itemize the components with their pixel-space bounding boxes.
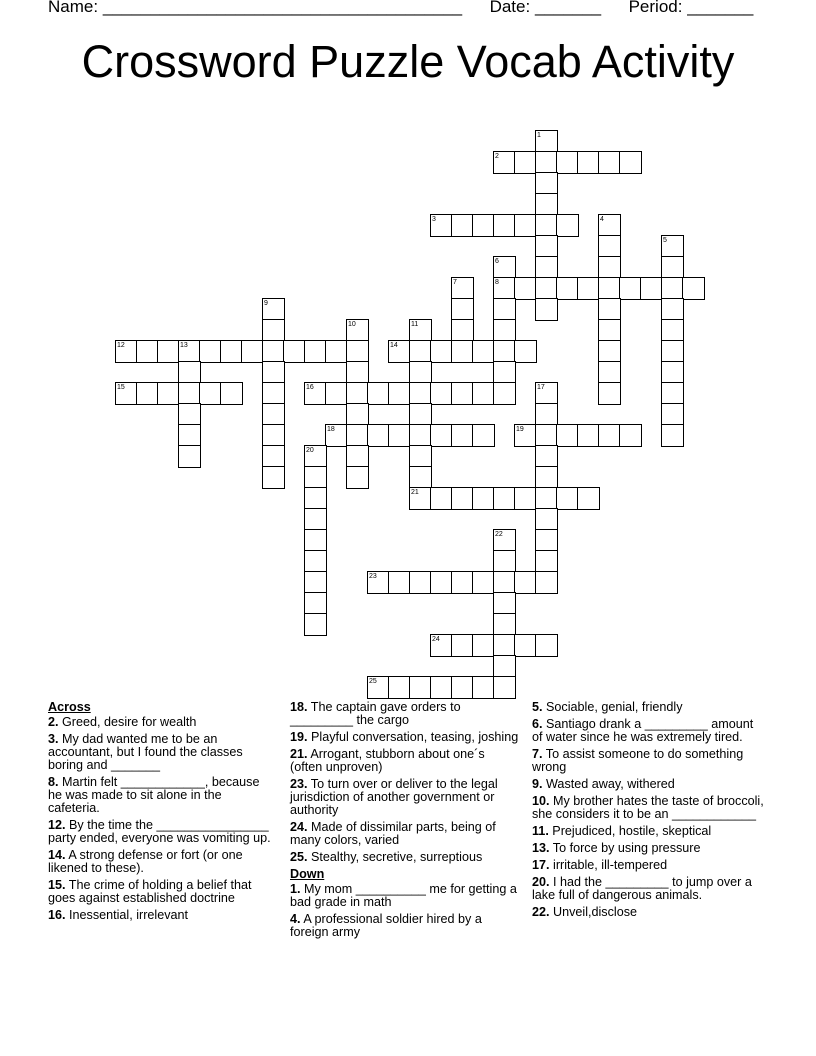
clue-number: 21 (411, 489, 419, 496)
grid-cell[interactable] (493, 382, 516, 405)
clue-item (290, 701, 520, 727)
grid-cell[interactable] (346, 340, 369, 363)
period-label: Period: (628, 0, 683, 16)
grid-cell[interactable] (409, 466, 432, 489)
grid-cell[interactable] (430, 340, 453, 363)
grid-cell[interactable] (430, 424, 453, 447)
clue-item-text: Made of dissimilar parts, being of many colors, varied (290, 820, 496, 847)
grid-cell[interactable] (262, 424, 285, 447)
clue-number: 14 (390, 342, 398, 349)
name-label: Name: (48, 0, 99, 16)
clue-number: 3 (432, 216, 436, 223)
grid-cell[interactable] (535, 277, 558, 300)
grid-cell[interactable] (493, 592, 516, 615)
grid-cell[interactable] (199, 340, 222, 363)
grid-cell[interactable] (598, 319, 621, 342)
clue-item-text: A professional soldier hired by a foreign army (290, 912, 482, 939)
clue-number: 20 (306, 447, 314, 454)
clue-item-text: Martin felt ____________, because he was made to sit alone in the cafeteria. (48, 775, 260, 815)
clue-item (532, 906, 767, 919)
grid-cell[interactable] (262, 340, 285, 363)
grid-cell[interactable] (346, 361, 369, 384)
grid-cell[interactable] (304, 508, 327, 531)
clue-item-text: Unveil,disclose (549, 905, 638, 919)
grid-cell[interactable] (262, 466, 285, 489)
clue-number: 4 (600, 216, 604, 223)
clue-item (532, 842, 767, 855)
grid-cell[interactable] (556, 151, 579, 174)
grid-cell[interactable] (409, 361, 432, 384)
grid-cell[interactable] (598, 214, 621, 237)
clue-number: 19 (516, 426, 524, 433)
clue-item (48, 716, 273, 729)
grid-cell[interactable] (430, 571, 453, 594)
grid-cell[interactable] (493, 634, 516, 657)
grid-cell[interactable] (493, 277, 516, 300)
clue-number: 13 (180, 342, 188, 349)
grid-cell[interactable] (388, 382, 411, 405)
grid-cell[interactable] (598, 382, 621, 405)
clue-item-text: Playful conversation, teasing, joshing (307, 730, 519, 744)
grid-cell[interactable] (535, 424, 558, 447)
grid-cell[interactable] (493, 256, 516, 279)
grid-cell[interactable] (451, 298, 474, 321)
clue-item-text: My brother hates the taste of broccoli, she considers it to be an ____________ (532, 794, 764, 821)
grid-cell[interactable] (262, 298, 285, 321)
clue-item-number: 9. (532, 777, 543, 791)
clue-item-number: 22. (532, 905, 550, 919)
clue-item (532, 859, 767, 872)
grid-cell[interactable] (535, 508, 558, 531)
clue-number: 16 (306, 384, 314, 391)
clue-item-number: 6. (532, 717, 543, 731)
clue-item (290, 913, 520, 939)
grid-cell[interactable] (598, 277, 621, 300)
grid-cell[interactable] (409, 676, 432, 699)
grid-cell[interactable] (451, 487, 474, 510)
grid-cell[interactable] (535, 634, 558, 657)
grid-cell[interactable] (220, 382, 243, 405)
grid-cell[interactable] (325, 382, 348, 405)
grid-cell[interactable] (535, 403, 558, 426)
clue-number: 9 (264, 300, 268, 307)
grid-cell[interactable] (514, 151, 537, 174)
grid-cell[interactable] (556, 277, 579, 300)
clue-item-text: My mom __________ me for getting a bad grade in math (290, 882, 517, 909)
grid-cell[interactable] (220, 340, 243, 363)
grid-cell[interactable] (661, 319, 684, 342)
grid-cell[interactable] (304, 382, 327, 405)
grid-cell[interactable] (535, 487, 558, 510)
grid-cell[interactable] (157, 340, 180, 363)
grid-cell[interactable] (661, 403, 684, 426)
clue-item-number: 11. (532, 824, 549, 838)
clue-item (290, 883, 520, 909)
grid-cell[interactable] (451, 424, 474, 447)
grid-cell[interactable] (661, 298, 684, 321)
grid-cell[interactable] (535, 214, 558, 237)
grid-cell[interactable] (472, 340, 495, 363)
grid-cell[interactable] (535, 172, 558, 195)
clue-item-text: Wasted away, withered (542, 777, 675, 791)
clue-item-text: To assist someone to do something wrong (532, 747, 744, 774)
clue-item-text: Prejudiced, hostile, skeptical (548, 824, 712, 838)
grid-cell[interactable] (514, 214, 537, 237)
grid-cell[interactable] (409, 403, 432, 426)
clue-item (532, 701, 767, 714)
clue-item-number: 16. (48, 908, 66, 922)
clue-number: 2 (495, 153, 499, 160)
grid-cell[interactable] (556, 487, 579, 510)
clue-item (48, 849, 273, 875)
grid-cell[interactable] (472, 487, 495, 510)
grid-cell[interactable] (661, 256, 684, 279)
clue-item-text: By the time the ________________ party ended, everyone was vomiting up. (48, 818, 271, 845)
grid-cell[interactable] (535, 529, 558, 552)
grid-cell[interactable] (409, 424, 432, 447)
grid-cell[interactable] (409, 487, 432, 510)
grid-cell[interactable] (304, 466, 327, 489)
clue-item-text: I had the _________ to jump over a lake full of dangerous animals. (532, 875, 752, 902)
grid-cell[interactable] (514, 487, 537, 510)
clues-column-3 (532, 701, 767, 923)
clue-number: 12 (117, 342, 125, 349)
grid-cell[interactable] (535, 256, 558, 279)
grid-cell[interactable] (472, 571, 495, 594)
grid-cell[interactable] (451, 214, 474, 237)
grid-cell[interactable] (409, 445, 432, 468)
clue-item-number: 2. (48, 715, 59, 729)
grid-cell[interactable] (493, 298, 516, 321)
clue-item-text: Sociable, genial, friendly (542, 700, 683, 714)
down-heading: Down (290, 867, 325, 881)
grid-cell[interactable] (367, 382, 390, 405)
clue-item-text: Stealthy, secretive, surreptious (307, 850, 483, 864)
grid-cell[interactable] (535, 193, 558, 216)
grid-cell[interactable] (346, 319, 369, 342)
clue-item (532, 778, 767, 791)
grid-cell[interactable] (136, 340, 159, 363)
clue-item-text: To turn over or deliver to the legal jurisdiction of another government or authority (290, 777, 498, 817)
clue-item (48, 776, 273, 815)
grid-cell[interactable] (451, 676, 474, 699)
grid-cell[interactable] (472, 214, 495, 237)
grid-cell[interactable] (388, 340, 411, 363)
grid-cell[interactable] (577, 277, 600, 300)
grid-cell[interactable] (493, 319, 516, 342)
grid-cell[interactable] (325, 340, 348, 363)
clue-number: 5 (663, 237, 667, 244)
clue-item-text: Santiago drank a _________ amount of water since he was extremely tired. (532, 717, 754, 744)
grid-cell[interactable] (451, 571, 474, 594)
clue-item-number: 10. (532, 794, 550, 808)
clue-item-number: 4. (290, 912, 301, 926)
grid-cell[interactable] (178, 361, 201, 384)
grid-cell[interactable] (262, 361, 285, 384)
grid-cell[interactable] (304, 592, 327, 615)
clue-item (48, 733, 273, 772)
clue-number: 15 (117, 384, 125, 391)
grid-cell[interactable] (304, 487, 327, 510)
grid-cell[interactable] (178, 382, 201, 405)
clue-item-text: Arrogant, stubborn about one´s (often unproven) (290, 747, 485, 774)
grid-cell[interactable] (115, 382, 138, 405)
clue-item-number: 8. (48, 775, 59, 789)
clue-item-number: 13. (532, 841, 550, 855)
grid-cell[interactable] (304, 613, 327, 636)
grid-cell[interactable] (430, 214, 453, 237)
clue-number: 23 (369, 573, 377, 580)
grid-cell[interactable] (178, 445, 201, 468)
grid-cell[interactable] (661, 340, 684, 363)
grid-cell[interactable] (619, 424, 642, 447)
clue-item (290, 778, 520, 817)
clue-item (290, 748, 520, 774)
grid-cell[interactable] (304, 529, 327, 552)
grid-cell[interactable] (493, 613, 516, 636)
clue-item-text: irritable, ill-tempered (549, 858, 668, 872)
grid-cell[interactable] (325, 424, 348, 447)
clue-item-number: 14. (48, 848, 66, 862)
clue-item-text: A strong defense or fort (or one likened to these). (48, 848, 243, 875)
clue-number: 11 (411, 321, 419, 328)
grid-cell[interactable] (178, 424, 201, 447)
grid-cell[interactable] (388, 424, 411, 447)
clue-item (290, 731, 520, 744)
grid-cell[interactable] (178, 403, 201, 426)
clue-item-text: The captain gave orders to _________ the cargo (290, 700, 461, 727)
clue-item-number: 15. (48, 878, 66, 892)
grid-cell[interactable] (535, 151, 558, 174)
grid-cell[interactable] (304, 340, 327, 363)
grid-cell[interactable] (472, 424, 495, 447)
grid-cell[interactable] (577, 151, 600, 174)
grid-cell[interactable] (430, 487, 453, 510)
clue-item-number: 21. (290, 747, 308, 761)
clue-item-number: 19. (290, 730, 308, 744)
grid-cell[interactable] (472, 382, 495, 405)
grid-cell[interactable] (430, 676, 453, 699)
clue-item-number: 12. (48, 818, 66, 832)
grid-cell[interactable] (514, 571, 537, 594)
grid-cell[interactable] (682, 277, 705, 300)
name-blank[interactable]: ______________________________________ (102, 0, 463, 16)
grid-cell[interactable] (598, 256, 621, 279)
grid-cell[interactable] (598, 151, 621, 174)
clues-column-1 (48, 701, 273, 926)
grid-cell[interactable] (451, 634, 474, 657)
grid-cell[interactable] (493, 340, 516, 363)
clue-item-text: Inessential, irrelevant (65, 908, 189, 922)
clue-number: 25 (369, 678, 377, 685)
grid-cell[interactable] (472, 634, 495, 657)
grid-cell[interactable] (136, 382, 159, 405)
grid-cell[interactable] (535, 571, 558, 594)
clue-item-number: 25. (290, 850, 308, 864)
grid-cell[interactable] (493, 487, 516, 510)
clue-item (532, 795, 767, 821)
clue-number: 22 (495, 531, 503, 538)
clue-item-number: 7. (532, 747, 543, 761)
grid-cell[interactable] (346, 403, 369, 426)
grid-cell[interactable] (388, 676, 411, 699)
grid-cell[interactable] (346, 424, 369, 447)
across-heading: Across (48, 700, 91, 714)
period-blank[interactable]: _______ (687, 0, 754, 16)
clue-item-text: The crime of holding a belief that goes against established doctrine (48, 878, 252, 905)
grid-cell[interactable] (493, 676, 516, 699)
grid-cell[interactable] (346, 445, 369, 468)
grid-cell[interactable] (493, 571, 516, 594)
grid-cell[interactable] (535, 466, 558, 489)
grid-cell[interactable] (598, 361, 621, 384)
clue-number: 24 (432, 636, 440, 643)
date-label: Date: (489, 0, 531, 16)
grid-cell[interactable] (493, 214, 516, 237)
grid-cell[interactable] (367, 571, 390, 594)
clues-column-2 (290, 701, 520, 943)
grid-cell[interactable] (346, 466, 369, 489)
grid-cell[interactable] (661, 424, 684, 447)
clue-item-number: 23. (290, 777, 308, 791)
grid-cell[interactable] (514, 424, 537, 447)
grid-cell[interactable] (640, 277, 663, 300)
grid-cell[interactable] (451, 319, 474, 342)
clue-item (290, 821, 520, 847)
grid-cell[interactable] (304, 445, 327, 468)
grid-cell[interactable] (535, 298, 558, 321)
clue-item (532, 748, 767, 774)
grid-cell[interactable] (409, 319, 432, 342)
grid-cell[interactable] (598, 424, 621, 447)
grid-cell[interactable] (304, 550, 327, 573)
clue-item-number: 1. (290, 882, 301, 896)
grid-cell[interactable] (535, 550, 558, 573)
clue-number: 1 (537, 132, 541, 139)
grid-cell[interactable] (577, 487, 600, 510)
clue-number: 7 (453, 279, 457, 286)
grid-cell[interactable] (199, 382, 222, 405)
grid-cell[interactable] (304, 571, 327, 594)
grid-cell[interactable] (493, 655, 516, 678)
clue-item-number: 20. (532, 875, 550, 889)
date-blank[interactable]: _______ (534, 0, 602, 16)
grid-cell[interactable] (367, 676, 390, 699)
grid-cell[interactable] (661, 361, 684, 384)
grid-cell[interactable] (451, 382, 474, 405)
grid-cell[interactable] (367, 424, 390, 447)
clue-item (532, 718, 767, 744)
clue-number: 10 (348, 321, 356, 328)
clue-item-text: My dad wanted me to be an accountant, but I found the classes boring and _______ (48, 732, 243, 772)
clue-number: 17 (537, 384, 545, 391)
grid-cell[interactable] (598, 340, 621, 363)
grid-cell[interactable] (430, 382, 453, 405)
grid-cell[interactable] (514, 340, 537, 363)
grid-cell[interactable] (661, 235, 684, 258)
grid-cell[interactable] (409, 571, 432, 594)
grid-cell[interactable] (157, 382, 180, 405)
grid-cell[interactable] (178, 340, 201, 363)
grid-cell[interactable] (535, 445, 558, 468)
grid-cell[interactable] (493, 361, 516, 384)
grid-cell[interactable] (388, 571, 411, 594)
grid-cell[interactable] (262, 319, 285, 342)
clue-item (532, 825, 767, 838)
clue-item (532, 876, 767, 902)
grid-cell[interactable] (472, 676, 495, 699)
grid-cell[interactable] (493, 529, 516, 552)
clue-item-number: 5. (532, 700, 543, 714)
clue-item (48, 909, 273, 922)
grid-cell[interactable] (619, 151, 642, 174)
grid-cell[interactable] (262, 403, 285, 426)
clue-item (48, 819, 273, 845)
clue-item-number: 24. (290, 820, 308, 834)
clue-item (290, 851, 520, 864)
grid-cell[interactable] (115, 340, 138, 363)
grid-cell[interactable] (535, 130, 558, 153)
grid-cell[interactable] (514, 277, 537, 300)
clue-number: 18 (327, 426, 335, 433)
grid-cell[interactable] (577, 424, 600, 447)
grid-cell[interactable] (430, 634, 453, 657)
grid-cell[interactable] (535, 382, 558, 405)
grid-cell[interactable] (556, 214, 579, 237)
page-title: Crossword Puzzle Vocab Activity (81, 36, 735, 87)
clue-number: 6 (495, 258, 499, 265)
grid-cell[interactable] (409, 340, 432, 363)
grid-cell[interactable] (241, 340, 264, 363)
grid-cell[interactable] (409, 382, 432, 405)
grid-cell[interactable] (661, 382, 684, 405)
grid-cell[interactable] (493, 151, 516, 174)
grid-cell[interactable] (598, 298, 621, 321)
grid-cell[interactable] (535, 235, 558, 258)
grid-cell[interactable] (556, 424, 579, 447)
grid-cell[interactable] (451, 340, 474, 363)
clue-item-text: To force by using pressure (549, 841, 701, 855)
clue-item (48, 879, 273, 905)
clue-item-number: 17. (532, 858, 550, 872)
grid-cell[interactable] (262, 382, 285, 405)
grid-cell[interactable] (514, 634, 537, 657)
grid-cell[interactable] (493, 550, 516, 573)
grid-cell[interactable] (619, 277, 642, 300)
grid-cell[interactable] (451, 277, 474, 300)
clue-item-text: Greed, desire for wealth (58, 715, 197, 729)
grid-cell[interactable] (262, 445, 285, 468)
grid-cell[interactable] (283, 340, 306, 363)
clue-item-number: 3. (48, 732, 59, 746)
grid-cell[interactable] (346, 382, 369, 405)
clue-item-number: 18. (290, 700, 308, 714)
grid-cell[interactable] (661, 277, 684, 300)
clue-number: 8 (495, 279, 499, 286)
grid-cell[interactable] (598, 235, 621, 258)
